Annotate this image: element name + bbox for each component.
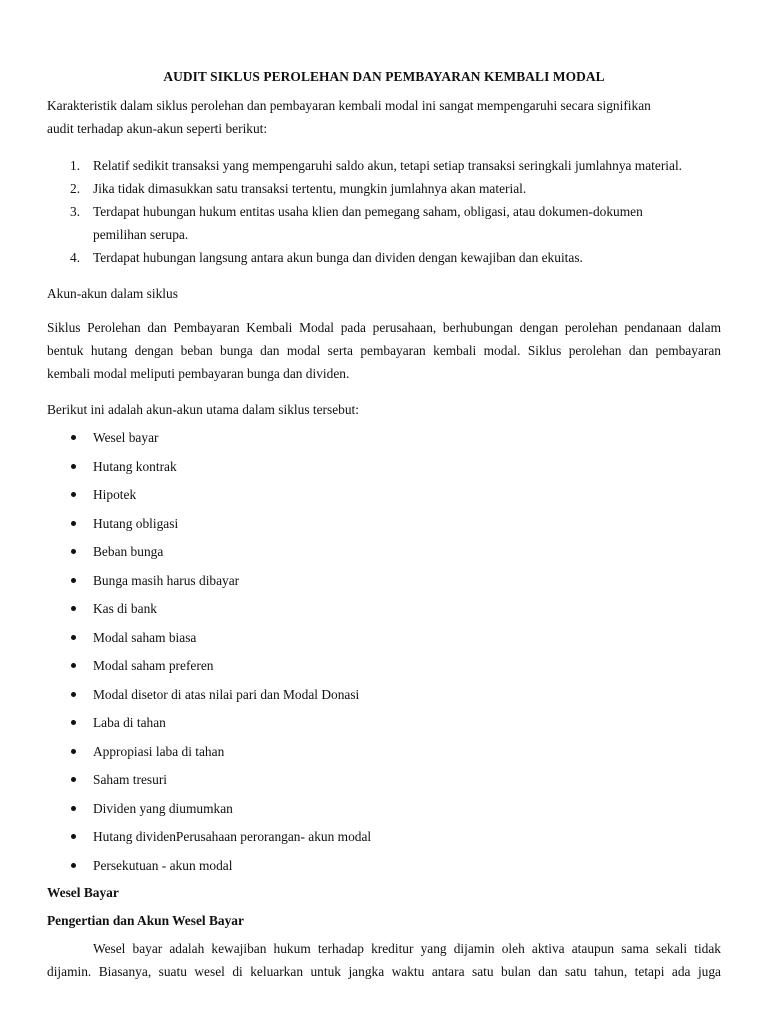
bullet-icon xyxy=(71,834,76,839)
bullet-icon xyxy=(71,606,76,611)
list-number: 1. xyxy=(70,158,81,173)
paragraph-line: Siklus Perolehan dan Pembayaran Kembali Modal pada perusahaan, berhubungan dengan perolehan pendanaan dalam xyxy=(47,320,721,335)
list-number: 2. xyxy=(70,181,81,196)
list-item: Wesel bayar xyxy=(93,430,159,445)
list-item: Jika tidak dimasukkan satu transaksi tertentu, mungkin jumlahnya akan material. xyxy=(93,181,527,196)
section-label: Akun-akun dalam siklus xyxy=(47,286,178,301)
bullet-icon xyxy=(71,663,76,668)
list-number: 3. xyxy=(70,204,81,219)
bullet-icon xyxy=(71,578,76,583)
bullet-icon xyxy=(71,549,76,554)
list-item: Terdapat hubungan langsung antara akun bunga dan dividen dengan kewajiban dan ekuitas. xyxy=(93,250,583,265)
list-item-continuation: pemilihan serupa. xyxy=(93,227,189,242)
bullet-icon xyxy=(71,492,76,497)
bullet-icon xyxy=(71,464,76,469)
list-item: Modal saham biasa xyxy=(93,630,197,645)
paragraph-line: dijamin. Biasanya, suatu wesel di keluarkan untuk jangka waktu antara satu bulan dan satu tahun, tetapi ada juga xyxy=(47,964,721,979)
bullet-icon xyxy=(71,435,76,440)
document-title: AUDIT SIKLUS PEROLEHAN DAN PEMBAYARAN KEMBALI MODAL xyxy=(163,69,605,84)
bullet-icon xyxy=(71,749,76,754)
list-item: Hipotek xyxy=(93,487,137,502)
list-item: Hutang dividenPerusahaan perorangan- akun modal xyxy=(93,829,372,844)
list-item: Hutang kontrak xyxy=(93,459,177,474)
bullet-icon xyxy=(71,692,76,697)
bullet-icon xyxy=(71,720,76,725)
list-item: Relatif sedikit transaksi yang mempengaruhi saldo akun, tetapi setiap transaksi seringkali jumlahnya material. xyxy=(93,158,683,173)
intro-line: Karakteristik dalam siklus perolehan dan pembayaran kembali modal ini sangat mempengaruhi secara signifikan xyxy=(47,98,651,113)
intro-line: audit terhadap akun-akun seperti berikut: xyxy=(47,121,268,136)
list-item: Modal disetor di atas nilai pari dan Modal Donasi xyxy=(93,687,360,702)
bullet-icon xyxy=(71,777,76,782)
list-number: 4. xyxy=(70,250,81,265)
list-item: Kas di bank xyxy=(93,601,157,616)
bullet-icon xyxy=(71,521,76,526)
paragraph-line: bentuk hutang dengan beban bunga dan modal serta pembayaran kembali modal. Siklus perolehan dan pembayaran xyxy=(47,343,721,358)
section-subheading: Pengertian dan Akun Wesel Bayar xyxy=(47,913,244,928)
list-item: Modal saham preferen xyxy=(93,658,214,673)
paragraph-line: Wesel bayar adalah kewajiban hukum terhadap kreditur yang dijamin oleh aktiva ataupun sama sekali tidak xyxy=(93,941,721,956)
list-item: Appropiasi laba di tahan xyxy=(93,744,225,759)
list-item: Beban bunga xyxy=(93,544,164,559)
list-item: Laba di tahan xyxy=(93,715,166,730)
list-item: Hutang obligasi xyxy=(93,516,179,531)
bullet-icon xyxy=(71,806,76,811)
bullet-icon xyxy=(71,635,76,640)
list-item: Terdapat hubungan hukum entitas usaha klien dan pemegang saham, obligasi, atau dokumen-dokumen xyxy=(93,204,643,219)
paragraph-line: kembali modal meliputi pembayaran bunga dan dividen. xyxy=(47,366,350,381)
list-item: Bunga masih harus dibayar xyxy=(93,573,240,588)
bullet-icon xyxy=(71,863,76,868)
list-item: Dividen yang diumumkan xyxy=(93,801,233,816)
list-item: Saham tresuri xyxy=(93,772,168,787)
section-heading: Wesel Bayar xyxy=(47,885,119,900)
list-intro: Berikut ini adalah akun-akun utama dalam siklus tersebut: xyxy=(47,402,359,417)
list-item: Persekutuan - akun modal xyxy=(93,858,233,873)
